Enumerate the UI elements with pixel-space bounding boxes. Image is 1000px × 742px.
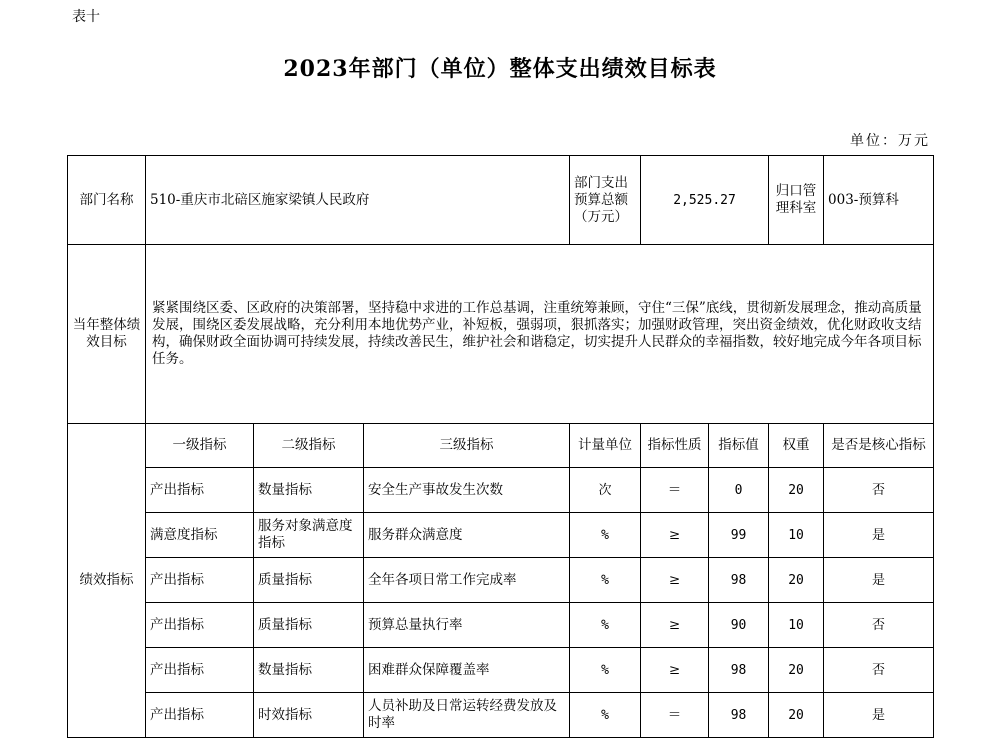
indicator-level3: 服务群众满意度 (364, 513, 570, 558)
indicator-core: 是 (824, 558, 934, 603)
indicator-level1: 产出指标 (146, 603, 254, 648)
indicator-level1: 产出指标 (146, 468, 254, 513)
indicator-weight: 20 (769, 693, 824, 738)
column-header: 权重 (769, 424, 824, 468)
indicator-unit: % (570, 558, 641, 603)
indicator-weight: 10 (769, 513, 824, 558)
office-label: 归口管理科室 (769, 156, 824, 245)
indicator-core: 否 (824, 468, 934, 513)
indicator-weight: 20 (769, 648, 824, 693)
table-label: 表十 (72, 9, 100, 25)
unit-label: 单位：万元 (850, 133, 930, 149)
column-header: 计量单位 (570, 424, 641, 468)
goal-label: 当年整体绩效目标 (68, 245, 146, 424)
indicator-core: 否 (824, 648, 934, 693)
indicator-value: 0 (709, 468, 769, 513)
indicator-row (68, 558, 934, 603)
indicator-core: 是 (824, 513, 934, 558)
performance-table (67, 155, 934, 738)
indicator-core: 是 (824, 693, 934, 738)
indicator-unit: % (570, 513, 641, 558)
indicator-unit: % (570, 648, 641, 693)
indicator-row (68, 513, 934, 558)
goal-row (68, 245, 934, 424)
indicator-level3: 困难群众保障覆盖率 (364, 648, 570, 693)
indicator-nature: ＝ (641, 693, 709, 738)
indicator-level3: 人员补助及日常运转经费发放及时率 (364, 693, 570, 738)
column-header: 是否是核心指标 (824, 424, 934, 468)
indicator-nature: ≥ (641, 558, 709, 603)
indicator-value: 90 (709, 603, 769, 648)
indicator-value: 98 (709, 648, 769, 693)
indicator-unit: 次 (570, 468, 641, 513)
dept-info-row (68, 156, 934, 245)
indicator-nature: ≥ (641, 513, 709, 558)
column-header: 指标值 (709, 424, 769, 468)
indicator-level1: 产出指标 (146, 648, 254, 693)
indicator-level2: 数量指标 (254, 468, 364, 513)
goal-text: 紧紧围绕区委、区政府的决策部署，坚持稳中求进的工作总基调，注重统筹兼顾，守住“三保”底线，贯彻新发展理念，推动高质量发展，围绕区委发展战略，充分利用本地优势产业，补短板，强弱项，狠抓落实；加强财政管理，突出资金绩效，优化财政收支结构，确保财政全面协调可持续发展，持续改善民生，维护社会和谐稳定，切实提升人民群众的幸福指数，较好地完成今年各项目标任务。 (146, 245, 934, 424)
indicator-value: 99 (709, 513, 769, 558)
page-title: 2023年部门（单位）整体支出绩效目标表 (283, 56, 717, 82)
indicator-weight: 20 (769, 468, 824, 513)
indicator-level3: 全年各项日常工作完成率 (364, 558, 570, 603)
column-header: 二级指标 (254, 424, 364, 468)
column-header: 一级指标 (146, 424, 254, 468)
indicator-level1: 产出指标 (146, 693, 254, 738)
indicator-nature: ＝ (641, 468, 709, 513)
office-value: 003-预算科 (824, 156, 934, 245)
indicator-unit: % (570, 603, 641, 648)
indicator-weight: 20 (769, 558, 824, 603)
budget-value: 2,525.27 (641, 156, 769, 245)
indicators-section-label: 绩效指标 (68, 424, 146, 738)
column-header: 三级指标 (364, 424, 570, 468)
budget-label: 部门支出预算总额（万元） (570, 156, 641, 245)
indicator-core: 否 (824, 603, 934, 648)
indicator-row (68, 468, 934, 513)
indicator-level2: 质量指标 (254, 558, 364, 603)
indicator-level2: 服务对象满意度指标 (254, 513, 364, 558)
indicator-level1: 产出指标 (146, 558, 254, 603)
indicator-level2: 数量指标 (254, 648, 364, 693)
indicator-level2: 时效指标 (254, 693, 364, 738)
indicator-weight: 10 (769, 603, 824, 648)
indicator-row (68, 693, 934, 738)
indicator-nature: ≥ (641, 648, 709, 693)
indicator-header-row (68, 424, 934, 468)
indicator-level1: 满意度指标 (146, 513, 254, 558)
indicator-value: 98 (709, 558, 769, 603)
column-header: 指标性质 (641, 424, 709, 468)
indicator-level2: 质量指标 (254, 603, 364, 648)
dept-name-label: 部门名称 (68, 156, 146, 245)
dept-name-value: 510-重庆市北碚区施家梁镇人民政府 (146, 156, 570, 245)
indicator-unit: % (570, 693, 641, 738)
indicator-level3: 安全生产事故发生次数 (364, 468, 570, 513)
indicator-value: 98 (709, 693, 769, 738)
indicator-row (68, 603, 934, 648)
indicator-row (68, 648, 934, 693)
indicator-level3: 预算总量执行率 (364, 603, 570, 648)
indicator-nature: ≥ (641, 603, 709, 648)
